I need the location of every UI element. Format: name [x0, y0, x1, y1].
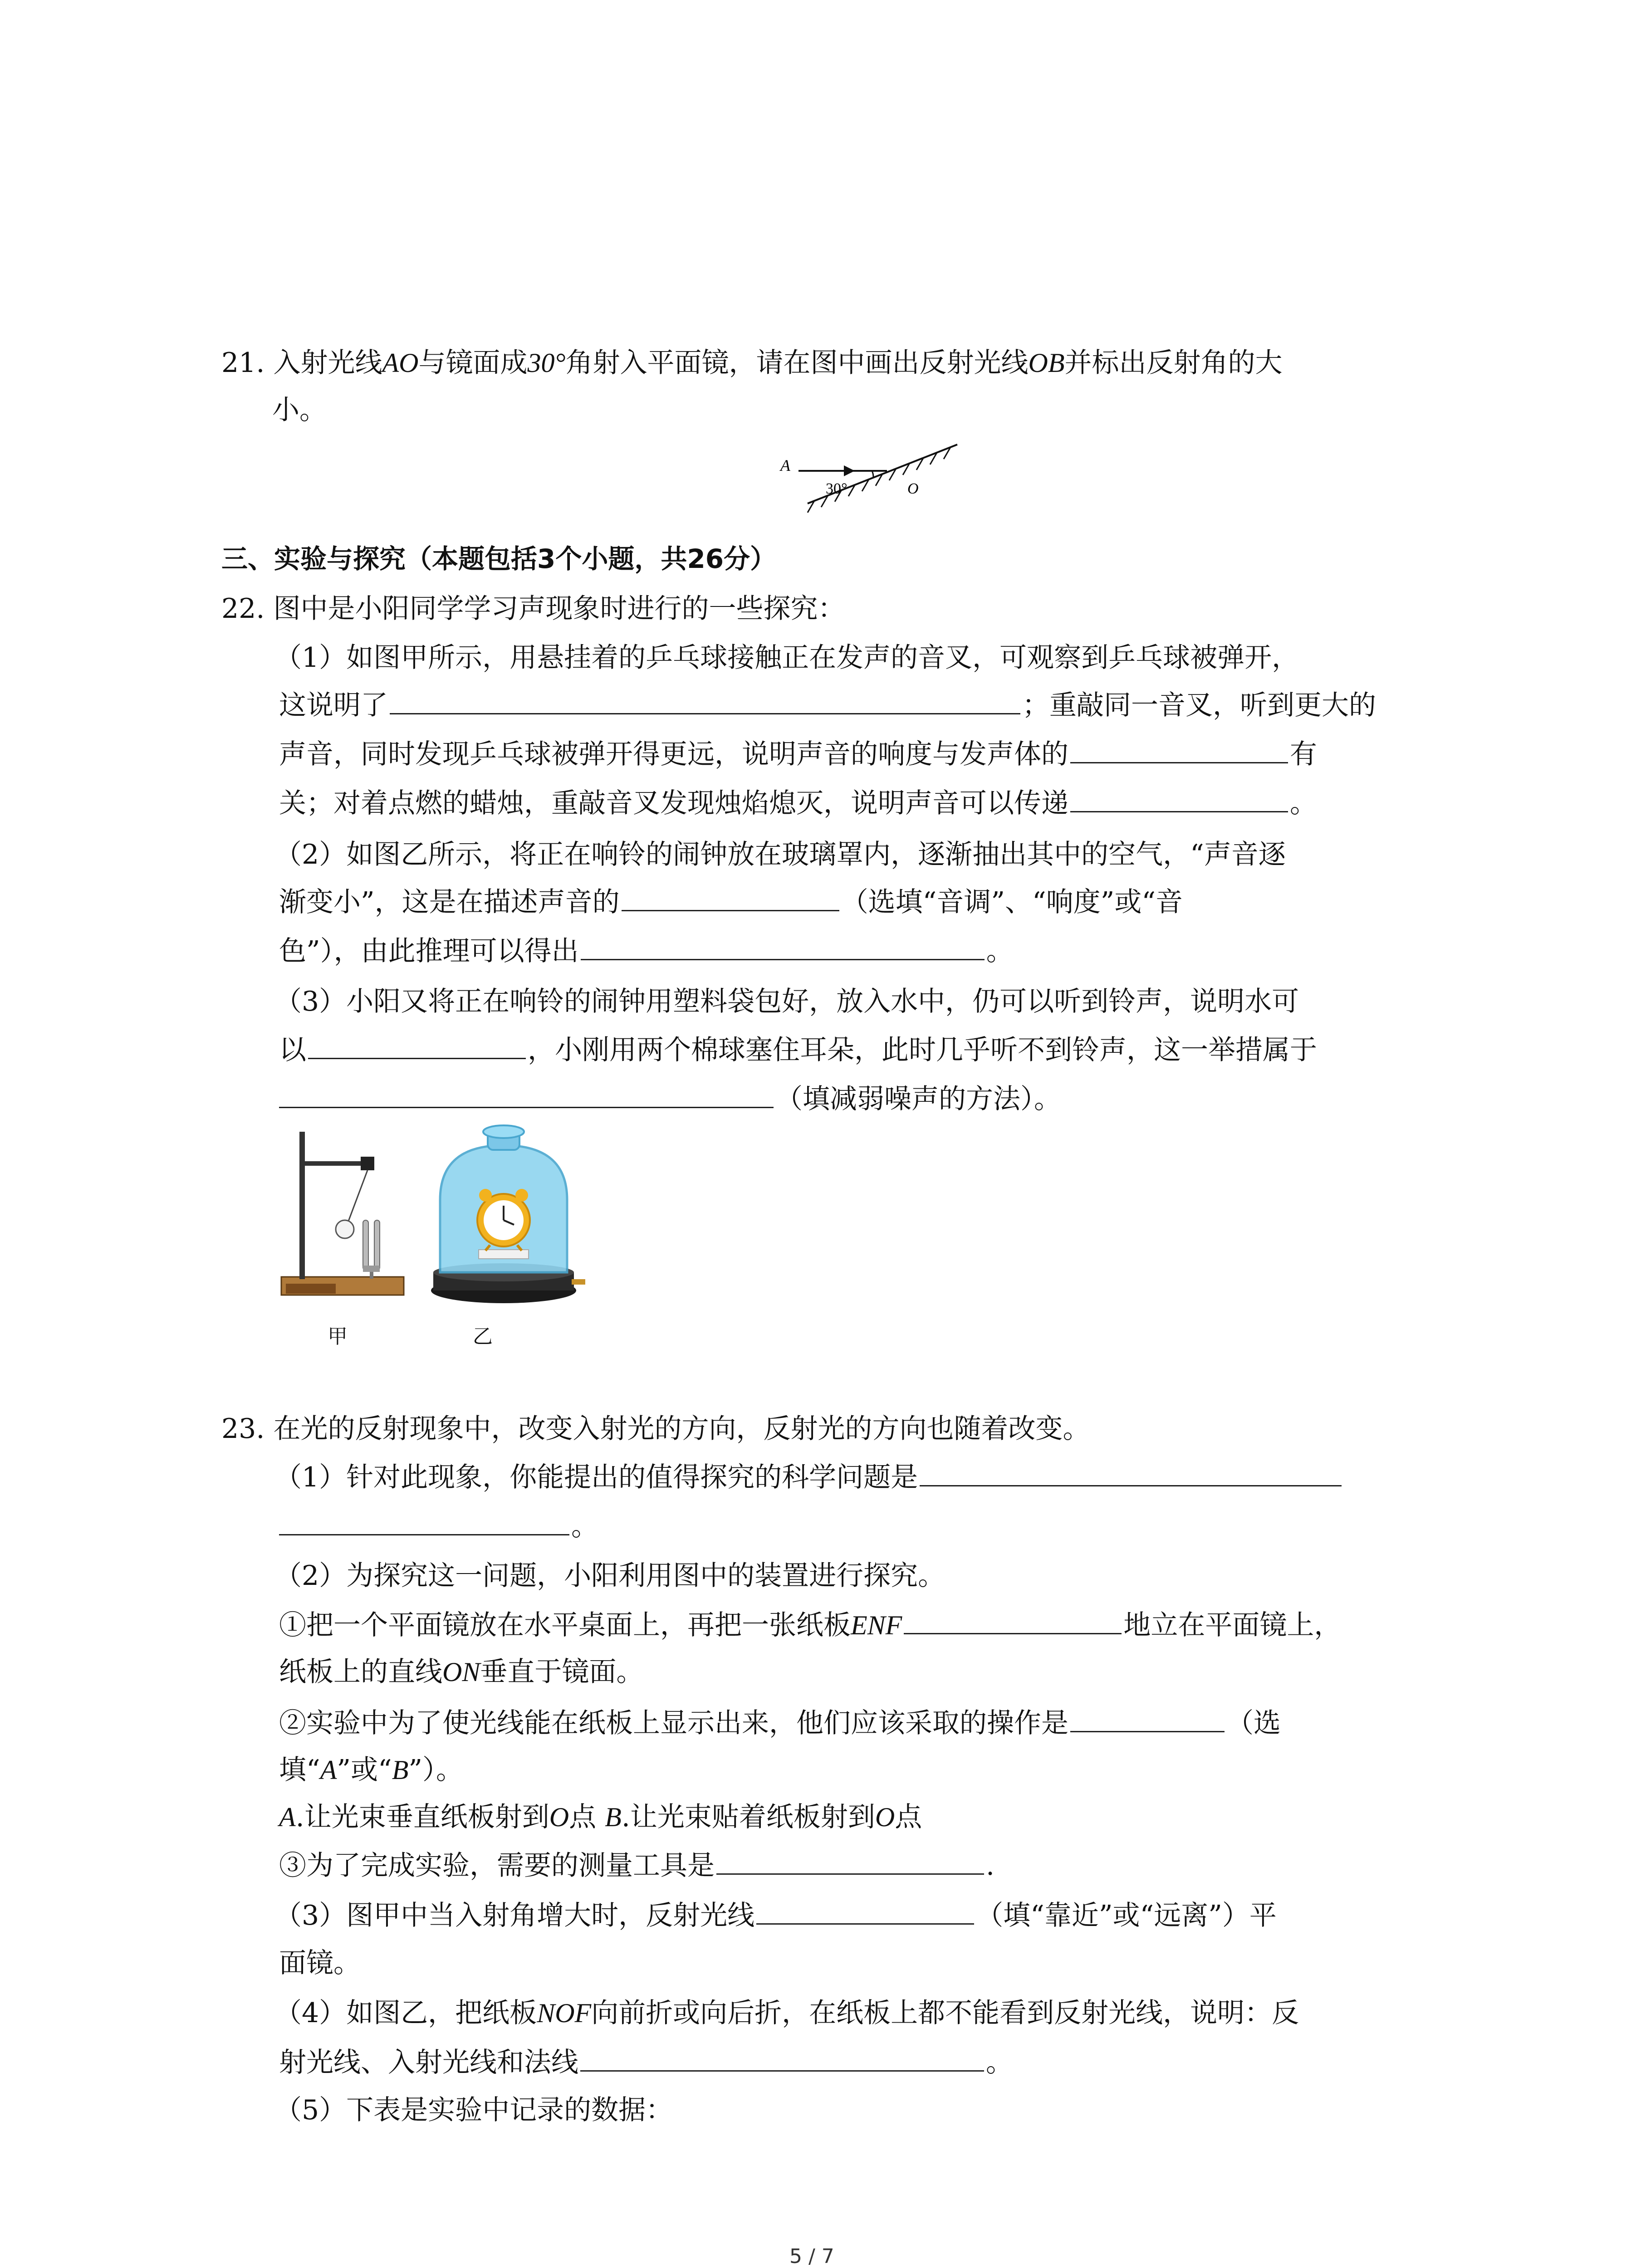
question-number: 23. — [221, 1413, 265, 1445]
answer-blank[interactable] — [1070, 1704, 1225, 1732]
q23-p1-l2: 。 — [279, 1507, 598, 1545]
answer-blank[interactable] — [308, 1031, 526, 1059]
angle-label: 30° — [826, 480, 847, 497]
answer-blank[interactable] — [622, 883, 839, 911]
option-a: A.让光束垂直纸板射到O点 — [279, 1801, 597, 1833]
q23-p4-l1: （4）如图乙，把纸板NOF向前折或向后折，在纸板上都不能看到反射光线，说明：反 — [274, 1997, 1299, 2029]
answer-blank[interactable] — [580, 2043, 984, 2072]
question-number: 22. — [221, 593, 265, 625]
q23-p3-l2: 面镜。 — [279, 1947, 361, 1979]
q22-p3-l3: （填减弱噪声的方法）。 — [279, 1080, 1061, 1118]
answer-blank[interactable] — [716, 1846, 984, 1875]
answer-blank[interactable] — [390, 686, 1020, 714]
q23-p4-l2: 射光线、入射光线和法线 。 — [279, 2043, 1013, 2082]
q21-line1: 21. 入射光线AO与镜面成30°角射入平面镜，请在图中画出反射光线OB并标出反射角的大 — [221, 347, 1283, 379]
q23-s3: ③为了完成实验，需要的测量工具是 . — [279, 1846, 994, 1885]
q23-p1-l1: （1）针对此现象，你能提出的值得探究的科学问题是 — [274, 1458, 1343, 1496]
q22-p3-l1: （3）小阳又将正在响铃的闹钟用塑料袋包好，放入水中，仍可以听到铃声，说明水可 — [274, 986, 1299, 1017]
answer-blank[interactable] — [279, 1507, 569, 1535]
answer-blank[interactable] — [279, 1080, 774, 1108]
answer-blank[interactable] — [756, 1896, 974, 1925]
page-number: 5 / 7 — [789, 2245, 834, 2268]
q22-intro: 22. 图中是小阳同学学习声现象时进行的一些探究： — [221, 593, 845, 625]
answer-blank[interactable] — [1070, 735, 1288, 763]
tuning-fork-figure — [281, 1129, 408, 1311]
q22-p2-l3: 色”），由此推理可以得出 。 — [279, 932, 1014, 970]
figure-caption-yi: 乙 — [473, 1325, 493, 1348]
answer-blank[interactable] — [920, 1458, 1342, 1486]
q21-line2: 小。 — [272, 394, 327, 426]
q22-p2-l1: （2）如图乙所示，将正在响铃的闹钟放在玻璃罩内，逐渐抽出其中的空气，“声音逐 — [274, 839, 1286, 870]
q23-intro: 23. 在光的反射现象中，改变入射光的方向，反射光的方向也随着改变。 — [221, 1413, 1090, 1445]
q23-options — [279, 1798, 922, 1836]
section-title: 三、实验与探究（本题包括3个小题，共26分） — [221, 543, 777, 574]
q23-s2-l2: 填“A”或“B”）。 — [279, 1754, 464, 1786]
q23-s1-l2: 纸板上的直线ON垂直于镜面。 — [279, 1656, 644, 1688]
q23-s2-l1: ②实验中为了使光线能在纸板上显示出来，他们应该采取的操作是 （选 — [279, 1704, 1281, 1742]
point-a-label: A — [780, 456, 790, 474]
answer-blank[interactable] — [1070, 784, 1288, 812]
q23-p2-l1: （2）为探究这一问题，小阳利用图中的装置进行探究。 — [274, 1560, 945, 1592]
q23-p5: （5）下表是实验中记录的数据： — [274, 2094, 673, 2126]
answer-blank[interactable] — [904, 1606, 1122, 1634]
q22-p1-l1: （1）如图甲所示，用悬挂着的乒乓球接触正在发声的音叉，可观察到乒乓球被弹开， — [274, 642, 1299, 674]
q22-p1-l2: 这说明了 ；重敲同一音叉，听到更大的 — [279, 686, 1376, 724]
figure-caption-jia: 甲 — [328, 1325, 348, 1348]
mirror-figure — [771, 435, 962, 522]
q23-p3-l1: （3）图甲中当入射角增大时，反射光线 （填“靠近”或“远离”）平 — [274, 1896, 1277, 1935]
q22-p2-l2: 渐变小”，这是在描述声音的 （选填“音调”、“响度”或“音 — [279, 883, 1183, 921]
q23-s1-l1: ①把一个平面镜放在水平桌面上，再把一张纸板ENF 地立在平面镜上， — [279, 1606, 1341, 1644]
bell-jar-figure — [431, 1114, 585, 1304]
option-b: B.让光束贴着纸板射到O点 — [605, 1801, 922, 1833]
question-number: 21. — [221, 347, 265, 379]
answer-blank[interactable] — [581, 932, 985, 960]
point-o-label: O — [907, 480, 919, 497]
q22-p1-l4: 关；对着点燃的蜡烛，重敲音叉发现烛焰熄灭，说明声音可以传递 。 — [279, 784, 1317, 822]
q22-p1-l3: 声音，同时发现乒乓球被弹开得更远，说明声音的响度与发声体的 有 — [279, 735, 1317, 773]
q22-p3-l2: 以 ，小刚用两个棉球塞住耳朵，此时几乎听不到铃声，这一举措属于 — [279, 1031, 1317, 1069]
